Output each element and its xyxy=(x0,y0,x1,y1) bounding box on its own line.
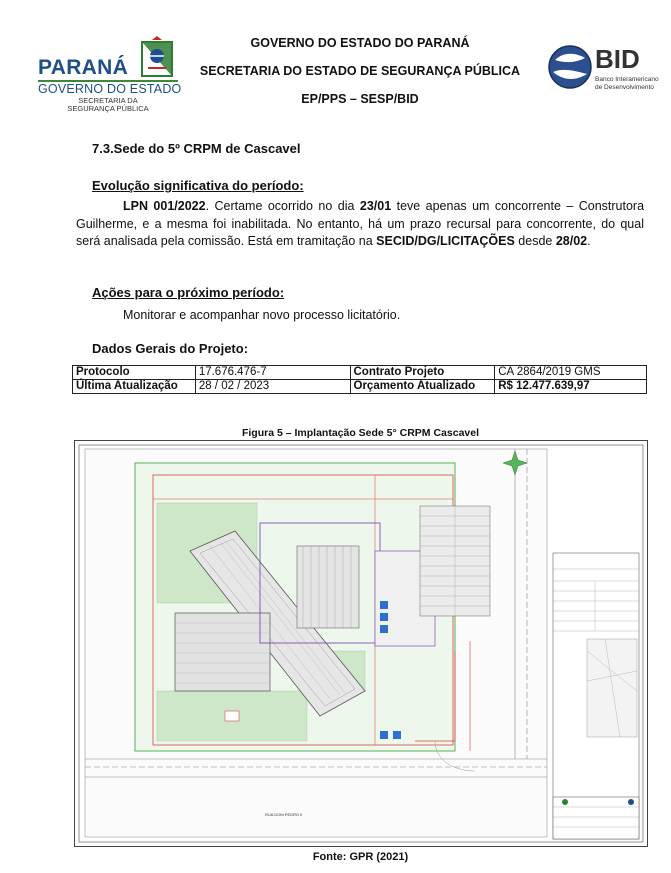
section-title: 7.3.Sede do 5º CRPM de Cascavel xyxy=(92,141,301,156)
parana-sec-line2: SEGURANÇA PÚBLICA xyxy=(67,104,149,113)
table-value: 28 / 02 / 2023 xyxy=(195,380,350,394)
table-value: R$ 12.477.639,97 xyxy=(495,380,647,394)
table-label: Protocolo xyxy=(73,366,196,380)
bid-logo xyxy=(547,42,662,102)
table-value: 17.676.476-7 xyxy=(195,366,350,380)
lpn-code: LPN 001/2022 xyxy=(123,199,206,213)
parana-sec xyxy=(38,97,178,113)
bid-subtitle xyxy=(595,76,665,91)
acoes-text: Monitorar e acompanhar novo processo licitatório. xyxy=(123,308,401,322)
page-header xyxy=(0,0,671,120)
site-plan-drawing xyxy=(75,441,647,846)
bid-word: BID xyxy=(595,44,640,74)
table-row xyxy=(73,366,647,380)
text-run: . xyxy=(587,234,591,248)
header-titles xyxy=(185,36,535,120)
date-bold: 28/02 xyxy=(555,234,588,248)
evolucao-paragraph xyxy=(76,198,644,251)
parana-logo xyxy=(38,36,188,112)
parana-word: PARANÁ xyxy=(38,56,129,79)
text-run: . Certame ocorrido no dia xyxy=(205,199,360,213)
street-label: RUA DOM PEDRO II xyxy=(265,812,303,817)
header-line-3: EP/PPS – SESP/BID xyxy=(301,92,419,106)
table-row xyxy=(73,380,647,394)
text-run: teve apenas um concorrente – Construtora Guilherme, e a mesma foi inabilitada. No entanto, há um prazo recursal para concorrente, do qual será analisada pela comissão. Está em tramitação na xyxy=(76,199,645,248)
figure-caption: Figura 5 – Implantação Sede 5° CRPM Cascavel xyxy=(241,427,480,439)
header-line-2: SECRETARIA DO ESTADO DE SEGURANÇA PÚBLICA xyxy=(199,64,521,78)
bid-sub-line2: de Desenvolvimento xyxy=(595,83,654,91)
acoes-heading: Ações para o próximo período: xyxy=(92,285,285,300)
parana-gov: GOVERNO DO ESTADO xyxy=(38,82,182,96)
text-run: desde xyxy=(514,234,556,248)
evolucao-heading: Evolução significativa do período: xyxy=(92,178,304,193)
parana-sec-line1: SECRETARIA DA xyxy=(78,96,138,105)
bid-sub-line1: Banco Interamericano xyxy=(595,76,659,83)
table-label: Última Atualização xyxy=(73,380,196,394)
dados-heading: Dados Gerais do Projeto: xyxy=(92,341,249,356)
parana-flag-icon xyxy=(138,36,178,78)
header-line-1: GOVERNO DO ESTADO DO PARANÁ xyxy=(250,36,470,50)
table-label: Contrato Projeto xyxy=(350,366,495,380)
figure-source: Fonte: GPR (2021) xyxy=(312,851,409,863)
project-data-table xyxy=(72,365,647,394)
table-value: CA 2864/2019 GMS xyxy=(495,366,647,380)
table-label: Orçamento Atualizado xyxy=(350,380,495,394)
bid-globe-icon xyxy=(547,42,593,92)
site-plan-figure xyxy=(74,440,648,847)
date-bold: 23/01 xyxy=(359,199,392,213)
secid-bold: SECID/DG/LICITAÇÕES xyxy=(376,234,515,248)
